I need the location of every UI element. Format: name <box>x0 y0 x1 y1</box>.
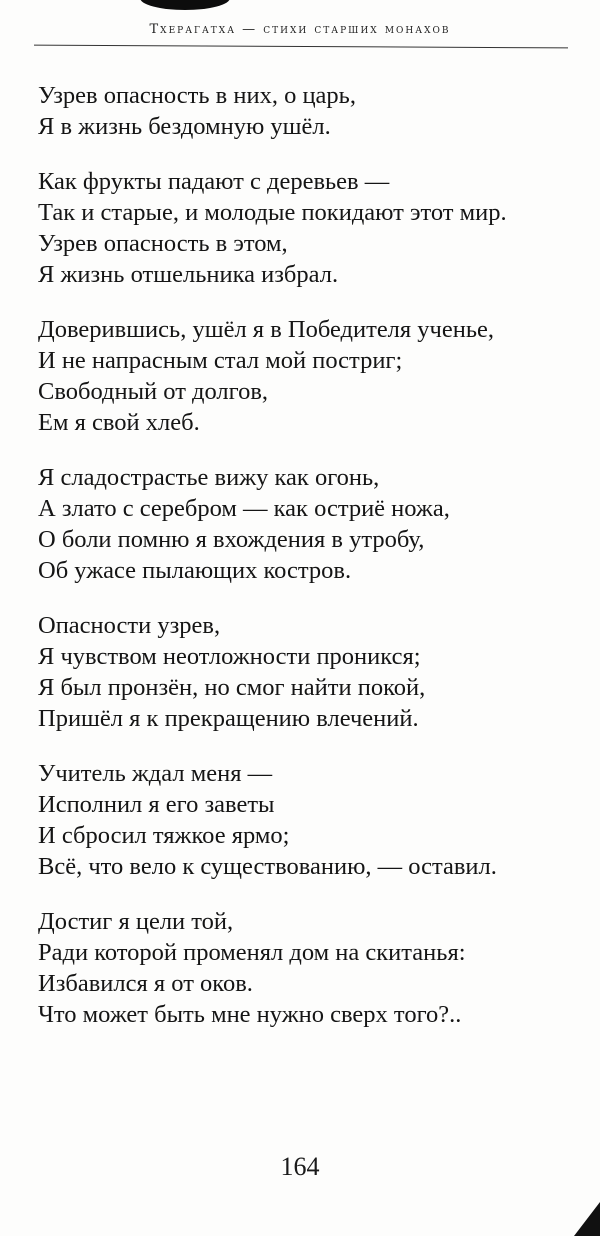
poem-line: Я в жизнь бездомную ушёл. <box>38 113 331 140</box>
stanza <box>38 906 578 1030</box>
stanza <box>38 80 578 142</box>
poem-body <box>38 80 578 1054</box>
poem-line: Достиг я цели той, <box>38 908 234 935</box>
poem-line: Что может быть мне нужно сверх того?.. <box>38 1001 462 1028</box>
stanza <box>38 462 578 586</box>
poem-line: Как фрукты падают с деревьев — <box>38 168 390 195</box>
poem-line: И сбросил тяжкое ярмо; <box>38 822 290 849</box>
poem-line: Доверившись, ушёл я в Победителя ученье, <box>38 316 495 343</box>
running-header: Тхерагатха — стихи старших монахов <box>149 22 451 37</box>
poem-line: Узрев опасность в них, о царь, <box>38 82 356 109</box>
poem-line: Исполнил я его заветы <box>38 791 275 818</box>
poem-line: Об ужасе пылающих костров. <box>38 557 352 584</box>
poem-line: А злато с серебром — как остриё ножа, <box>38 495 450 522</box>
poem-line: Учитель ждал меня — <box>38 760 273 787</box>
poem-line: Ем я свой хлеб. <box>38 409 200 436</box>
poem-line: Я сладострастье вижу как огонь, <box>38 464 380 491</box>
poem-line: Пришёл я к прекращению влечений. <box>38 705 419 732</box>
poem-line: О боли помню я вхождения в утробу, <box>38 526 425 553</box>
poem-line: Избавился я от оков. <box>38 970 253 997</box>
poem-line: Так и старые, и молодые покидают этот мир. <box>38 199 507 226</box>
stanza <box>38 166 578 290</box>
poem-line: Опасности узрев, <box>38 612 221 639</box>
poem-line: Я был пронзён, но смог найти покой, <box>38 674 426 701</box>
stanza <box>38 610 578 734</box>
poem-line: Всё, что вело к существованию, — оставил. <box>38 853 497 880</box>
poem-line: Свободный от долгов, <box>38 378 269 405</box>
poem-line: Узрев опасность в этом, <box>38 230 288 257</box>
poem-line: Ради которой променял дом на скитанья: <box>38 939 466 966</box>
stanza <box>38 314 578 438</box>
poem-line: Я жизнь отшельника избрал. <box>38 261 339 288</box>
page-number: 164 <box>280 1152 320 1181</box>
poem-line: И не напрасным стал мой постриг; <box>38 347 403 374</box>
stanza <box>38 758 578 882</box>
header-divider <box>34 45 568 49</box>
scan-corner-artifact <box>574 1202 600 1236</box>
scan-artifact-blot <box>140 0 230 10</box>
poem-line: Я чувством неотложности проникся; <box>38 643 421 670</box>
